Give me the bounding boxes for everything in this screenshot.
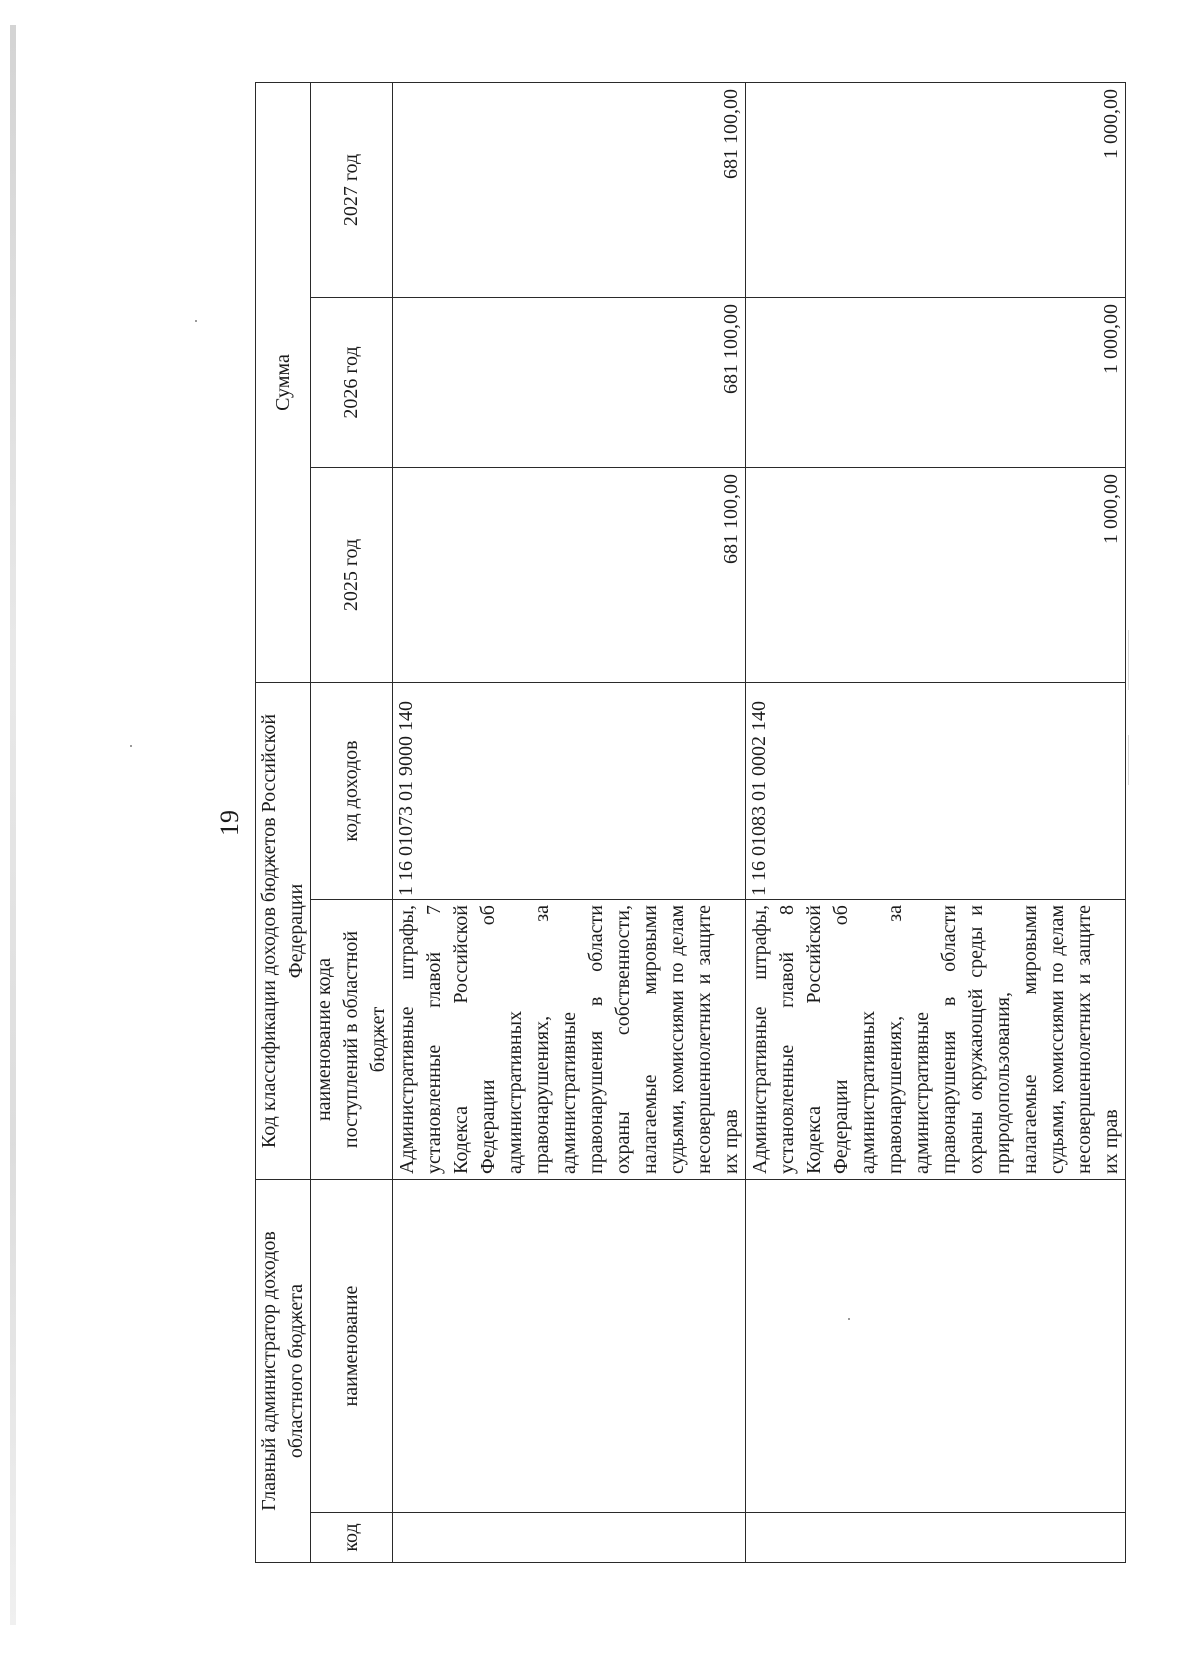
row-sum-2025: 681 100,00 (393, 468, 746, 683)
row-admin-code (393, 1513, 746, 1563)
header-admin-group: Главный администратор доходов областного бюджета (256, 1180, 311, 1563)
table-row (393, 82, 746, 1562)
header-sum-group: Сумма (256, 82, 311, 682)
scan-speck (195, 320, 197, 322)
row-sum-2026: 681 100,00 (393, 298, 746, 468)
row-admin-code (746, 1513, 1126, 1563)
scan-speck (1128, 630, 1129, 690)
header-year-2026: 2026 год (311, 298, 393, 468)
row-sum-2027: 681 100,00 (393, 82, 746, 297)
table-row (746, 82, 1126, 1562)
scan-speck (130, 745, 132, 747)
header-year-2025: 2025 год (311, 468, 393, 683)
header-code: код (311, 1513, 393, 1563)
rotated-page (213, 83, 1122, 1563)
row-admin-name (746, 1180, 1126, 1513)
header-year-2027: 2027 год (311, 82, 393, 297)
header-income-code: код доходов (311, 683, 393, 900)
row-sum-2026: 1 000,00 (746, 298, 1126, 468)
header-row-group (256, 82, 311, 1562)
header-name: наименование (311, 1180, 393, 1513)
income-table (255, 82, 1126, 1563)
row-sum-2027: 1 000,00 (746, 82, 1126, 297)
page-number: 19 (215, 810, 244, 836)
header-income-name: наименование кода поступлений в областной бюджет (311, 900, 393, 1180)
row-income-code: 1 16 01083 01 0002 140 (746, 683, 1126, 900)
row-admin-name (393, 1180, 746, 1513)
header-classification-group: Код классификации доходов бюджетов Российской Федерации (256, 683, 311, 1180)
scan-speck (1128, 735, 1129, 785)
row-sum-2025: 1 000,00 (746, 468, 1126, 683)
row-description: Административные штрафы, установленные главой 7 Кодекса Российской Федерации об административных правонарушениях, за административные правонарушения в области охраны собственности, налагаемые мировыми судьями, комиссиями по делам несовершеннолетних и защите их прав (393, 900, 746, 1180)
scan-edge-shadow (10, 25, 16, 1625)
row-income-code: 1 16 01073 01 9000 140 (393, 683, 746, 900)
header-row-columns (311, 82, 393, 1562)
row-description: Административные штрафы, установленные главой 8 Кодекса Российской Федерации об административных правонарушениях, за административные правонарушения в области охраны окружающей среды и природопользования, налагаемые мировыми судьями, комиссиями по делам несовершеннолетних и защите их прав (746, 900, 1126, 1180)
